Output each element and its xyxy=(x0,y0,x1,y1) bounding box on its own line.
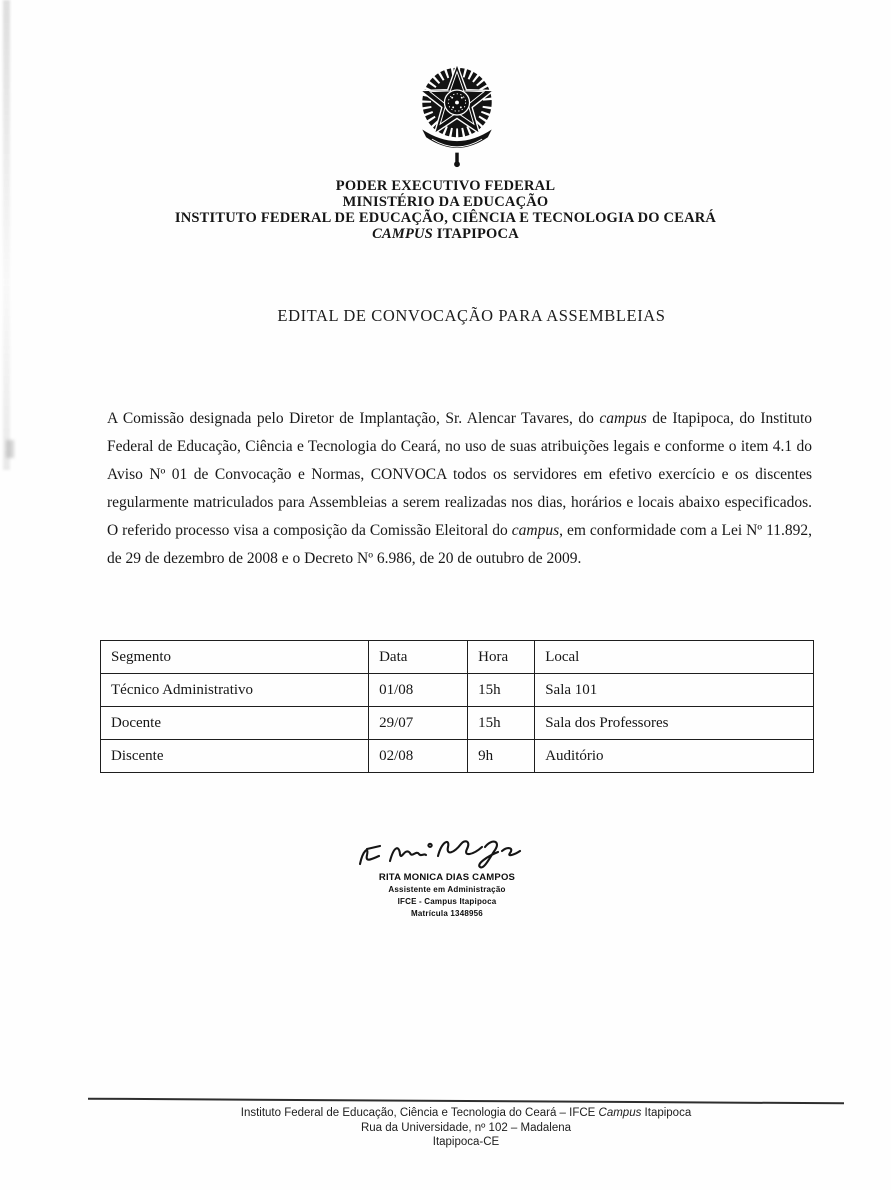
table-cell-data: 01/08 xyxy=(369,674,468,707)
table-cell-data: 29/07 xyxy=(369,707,468,740)
stamp-name: RITA MONICA DIAS CAMPOS xyxy=(378,872,516,883)
table-cell-local: Auditório xyxy=(535,740,814,773)
paragraph-segment: de Itapipoca, do Instituto Federal de Educação, Ciência e Tecnologia do Ceará, no uso de suas atribuições legais e conforme o item 4.1 do Aviso Nº 01 de Convocação e Normas, CONVOCA todos os servidores em efetivo exercício e os discentes regularmente matriculados para Assembleias a serem realizadas nos dias, horários e locais abaixo especificados. O referido processo visa a composição da Comissão Eleitoral do xyxy=(107,410,812,539)
paragraph-segment: A Comissão designada pelo Diretor de Implantação, Sr. Alencar Tavares, do xyxy=(107,410,600,427)
page-footer xyxy=(88,1100,844,1150)
letterhead-campus-name: ITAPIPOCA xyxy=(432,226,519,242)
paragraph-campus-italic: campus xyxy=(599,410,647,427)
table-cell-segmento: Técnico Administrativo xyxy=(101,674,369,707)
table-row xyxy=(101,707,814,740)
table-row xyxy=(101,740,814,773)
stamp-org: IFCE - Campus Itapipoca xyxy=(397,897,497,906)
column-header-local: Local xyxy=(535,641,814,674)
table-cell-data: 02/08 xyxy=(369,740,468,773)
table-row xyxy=(101,674,814,707)
letterhead-campus-word: CAMPUS xyxy=(372,226,433,242)
paragraph-segment: , em conformidade com a Lei Nº 11.892, de 29 de dezembro de 2008 e o Decreto Nº 6.986, de 20 de outubro de 2009. xyxy=(107,522,813,567)
table-cell-segmento: Docente xyxy=(101,707,369,740)
letterhead-line3: INSTITUTO FEDERAL DE EDUCAÇÃO, CIÊNCIA E TECNOLOGIA DO CEARÁ xyxy=(174,210,717,226)
brazil-coat-of-arms-emblem xyxy=(408,62,506,170)
table-cell-hora: 15h xyxy=(468,674,535,707)
table-cell-segmento: Discente xyxy=(101,740,369,773)
footer-org-text: Instituto Federal de Educação, Ciência e Tecnologia do Ceará – IFCE xyxy=(240,1107,599,1119)
paragraph-campus-italic: campus xyxy=(511,522,560,539)
letterhead xyxy=(0,178,891,242)
footer-divider xyxy=(88,1098,844,1105)
column-header-segmento: Segmento xyxy=(101,641,369,674)
table-cell-hora: 15h xyxy=(468,707,535,740)
table-cell-local: Sala 101 xyxy=(535,674,814,707)
signature-stamp xyxy=(337,872,557,920)
footer-line1 xyxy=(88,1106,844,1121)
stamp-registration: Matrícula 1348956 xyxy=(411,909,483,918)
footer-line3: Itapipoca-CE xyxy=(432,1136,500,1148)
stamp-role: Assistente em Administração xyxy=(388,885,506,894)
table-cell-local: Sala dos Professores xyxy=(535,707,814,740)
scan-artifact-speck xyxy=(6,440,14,458)
column-header-data: Data xyxy=(369,641,468,674)
coat-of-arms-icon xyxy=(408,62,506,170)
letterhead-line4 xyxy=(0,226,891,242)
letterhead-line1: PODER EXECUTIVO FEDERAL xyxy=(335,178,556,194)
handwritten-signature-icon xyxy=(352,834,542,874)
table-cell-hora: 9h xyxy=(468,740,535,773)
letterhead-line2: MINISTÉRIO DA EDUCAÇÃO xyxy=(342,194,549,210)
table-header-row xyxy=(101,641,814,674)
footer-campus-name: Itapipoca xyxy=(641,1107,692,1119)
column-header-hora: Hora xyxy=(468,641,535,674)
body-paragraph xyxy=(107,405,812,573)
footer-line2: Rua da Universidade, nº 102 – Madalena xyxy=(360,1121,572,1134)
footer-campus-italic: Campus xyxy=(598,1107,642,1119)
assembly-schedule-table xyxy=(100,640,814,773)
document-title: EDITAL DE CONVOCAÇÃO PARA ASSEMBLEIAS xyxy=(277,306,666,325)
signature-block xyxy=(337,834,557,920)
